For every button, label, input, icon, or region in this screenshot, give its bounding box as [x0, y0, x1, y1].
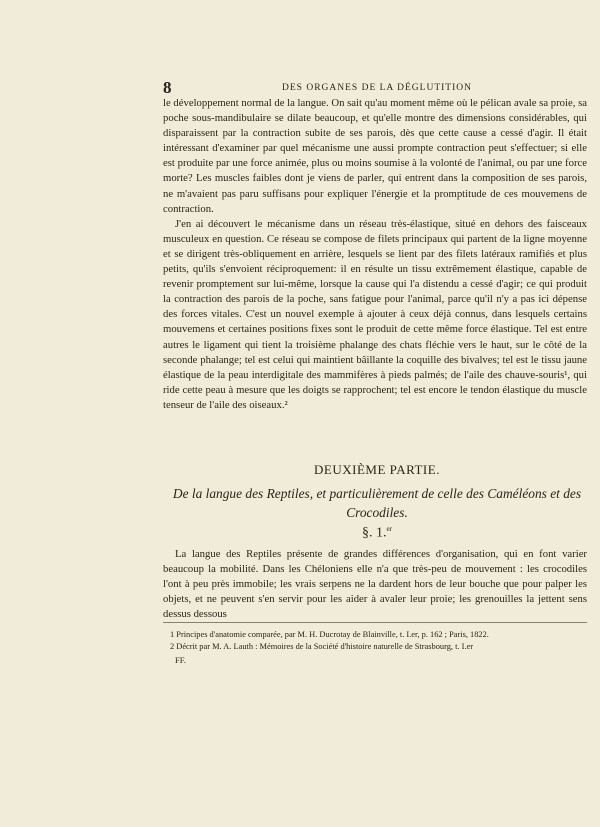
main-text: [163, 96, 587, 413]
part-title: DEUXIÈME PARTIE.: [314, 462, 440, 477]
page-number: 8: [163, 78, 172, 97]
footnotes: [170, 629, 590, 652]
footnote-1: 1 Principes d'anatomie comparée, par M. H. Ducrotay de Blainville, t. I.er, p. 162 ; Paris, 1822.: [170, 630, 489, 639]
paragraph-1: le développement normal de la langue. On sait qu'au moment même où le pélican avale sa proie, sa poche sous-mandibulaire se dilate beaucoup, et qu'elle montre des dimensions considérables, qui disparaissent par la contraction subite de ses parois, dès que cette cause a cessé d'agir. Il était intéressant d'examiner par quel mécanisme une aussi prompte contraction peut s'effectuer; si elle est produite par une force animée, plus ou moins soumise à la volonté de l'animal, ou par une force morte? Les muscles faibles dont je viens de parler, qui entrent dans la composition de ses parois, ne m'avaient pas paru suffisans pour expliquer l'énergie et la promptitude de ces mouvemens de contraction.: [163, 97, 587, 215]
section-mark-number: §. 1.: [362, 525, 387, 541]
section-text: [163, 547, 587, 622]
running-title: DES ORGANES DE LA DÉGLUTITION: [282, 83, 472, 93]
paragraph-2: J'en ai découvert le mécanisme dans un réseau très-élastique, situé en dehors des faisceaux musculeux en question. Ce réseau se compose de filets principaux qui partent de la ligne moyenne et se dirigent très-obliquement en arrière, lesquels se lient par des filets latéraux ramifiés et plus petits, qu'ils s'envoient réciproquement: il en résulte un tissu extrêmement élastique, capable de revenir promptement sur lui-même, lorsque la cause qui l'a distendu a cessé d'agir; ce qui produit la contraction des parois de la poche, sans fatigue pour l'animal, parce qu'il n'y a pas ici dépense des forces vitales. C'est un nouvel exemple à ajouter à ceux déjà connus, dans lesquels certains mouvemens et certaines positions fixes sont le produit de cette même force élastique. Tel est entre autres le ligament qui tient la troisième phalange des chats fléchie vers le haut, sur le côté de la seconde phalange; tel est celui qui maintient bâillante la coquille des bivalves; tel est le tissu jaune élastique de la peau interdigitale des mammifères à pieds palmés; de l'aile des chauve-souris¹, qui ride cette peau à mesure que les doigts se rapprochent; tel est encore le tendon élastique du muscle tenseur de l'aile des oiseaux.²: [163, 217, 587, 411]
footnote-2: 2 Décrit par M. A. Lauth : Mémoires de la Société d'histoire naturelle de Strasbourg, t. I.er: [170, 641, 474, 651]
paragraph-3: La langue des Reptiles présente de grandes différences d'organisation, qui en font varier beaucoup la mobilité. Dans les Chéloniens elle n'a que très-peu de mouvement : les crocodiles l'ont à peu près immobile; les vrais serpens ne la dardent hors de leur bouche que pour palper les objets, et ne peuvent s'en servir pour les aider à avaler leur proie; les grenouilles la jettent sens dessus dessous: [163, 548, 587, 621]
section-mark: [163, 525, 591, 542]
signature-mark: FF.: [175, 655, 186, 665]
section-mark-superscript: er: [386, 525, 392, 533]
section-subtitle: De la langue des Reptiles, et particulièrement de celle des Caméléons et des Crocodiles.: [172, 486, 582, 520]
footnote-divider: [163, 622, 587, 623]
